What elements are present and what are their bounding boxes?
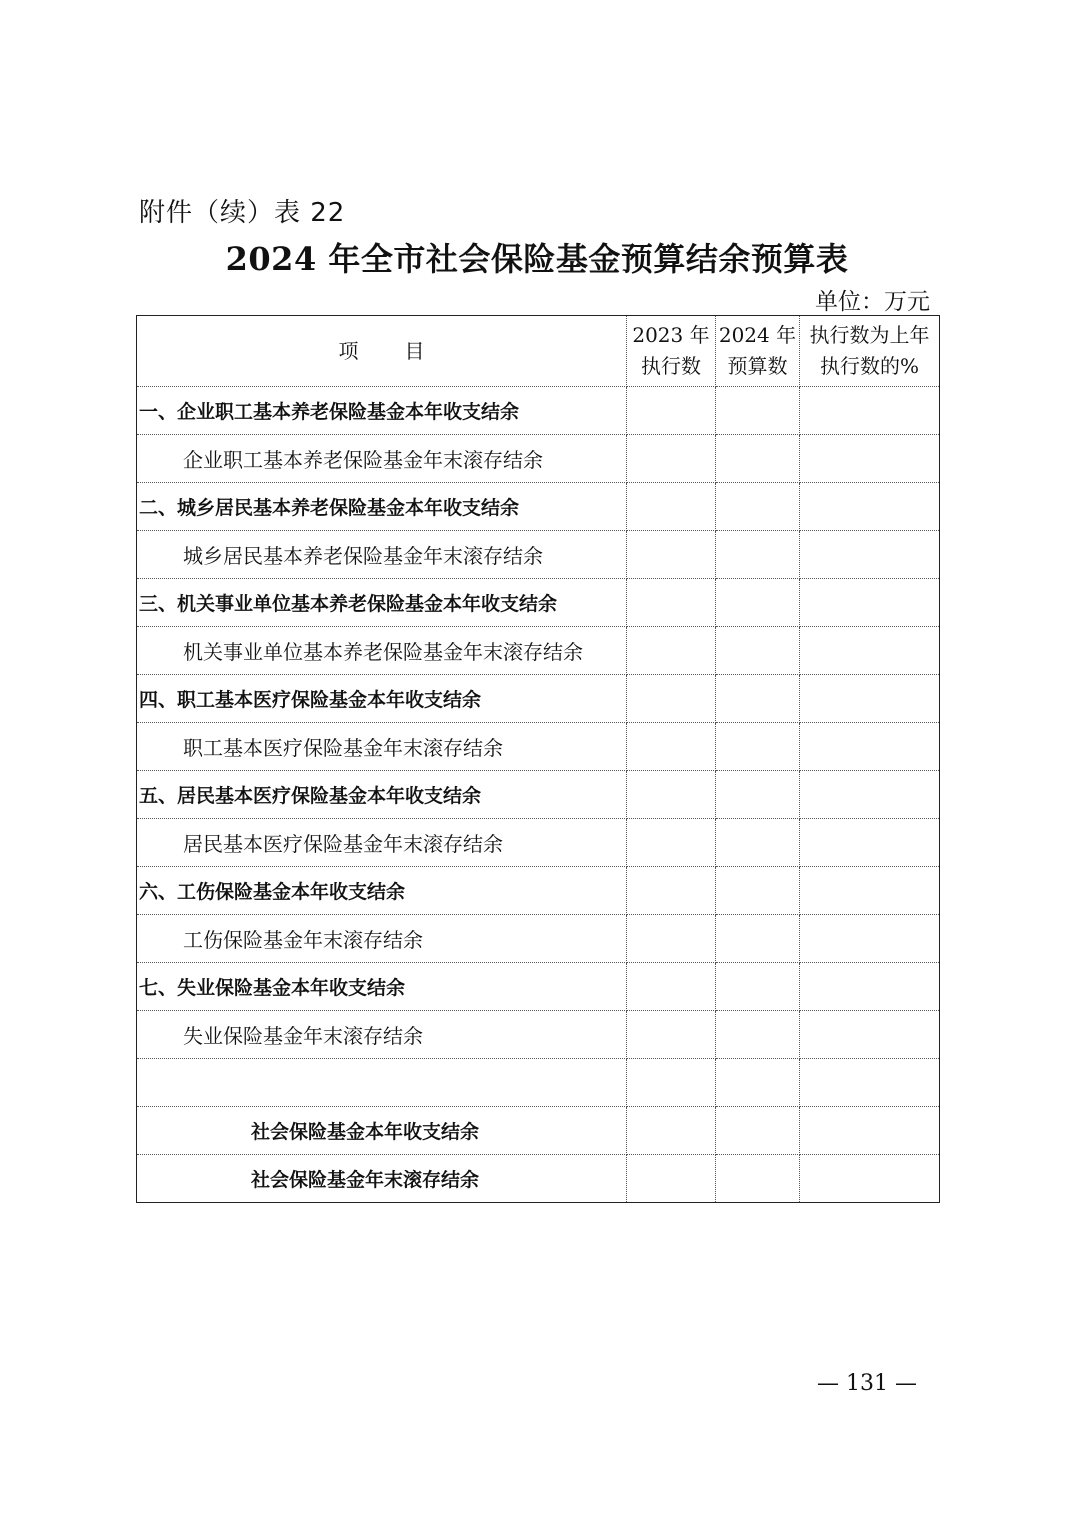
table-row — [137, 867, 940, 915]
header-2023-line2: 执行数 — [641, 354, 701, 378]
table-row — [137, 915, 940, 963]
table-row — [137, 771, 940, 819]
unit-label: 单位：万元 — [815, 289, 930, 315]
header-percent-line1: 执行数为上年 — [809, 323, 930, 347]
row-label: 机关事业单位基本养老保险基金年末滚存结余 — [137, 627, 627, 675]
row-label: 企业职工基本养老保险基金年末滚存结余 — [137, 435, 627, 483]
cell-pct — [800, 531, 940, 579]
cell-v2023 — [627, 627, 716, 675]
row-label: 居民基本医疗保险基金年末滚存结余 — [137, 819, 627, 867]
cell-pct — [800, 819, 940, 867]
cell-pct — [800, 675, 940, 723]
cell-v2024 — [716, 675, 800, 723]
table-row — [137, 531, 940, 579]
cell-v2023 — [627, 1107, 716, 1155]
budget-table — [136, 315, 940, 1203]
cell-v2024 — [716, 387, 800, 435]
header-2024-line1: 2024 年 — [718, 323, 797, 347]
table-row — [137, 1059, 940, 1107]
cell-v2023 — [627, 1155, 716, 1203]
cell-v2024 — [716, 1107, 800, 1155]
row-label: 五、居民基本医疗保险基金本年收支结余 — [137, 771, 627, 819]
row-label: 社会保险基金年末滚存结余 — [137, 1155, 627, 1203]
table-row — [137, 1107, 940, 1155]
cell-v2024 — [716, 627, 800, 675]
cell-pct — [800, 1011, 940, 1059]
cell-v2023 — [627, 771, 716, 819]
cell-v2024 — [716, 531, 800, 579]
cell-pct — [800, 1059, 940, 1107]
row-label: 六、工伤保险基金本年收支结余 — [137, 867, 627, 915]
cell-v2023 — [627, 579, 716, 627]
cell-pct — [800, 1155, 940, 1203]
table-row — [137, 1155, 940, 1203]
cell-pct — [800, 867, 940, 915]
cell-v2023 — [627, 1011, 716, 1059]
table-header-row — [137, 316, 940, 387]
cell-v2024 — [716, 867, 800, 915]
cell-pct — [800, 771, 940, 819]
cell-v2024 — [716, 915, 800, 963]
header-2023-actual — [627, 316, 716, 387]
cell-v2023 — [627, 531, 716, 579]
row-label: 失业保险基金年末滚存结余 — [137, 1011, 627, 1059]
cell-pct — [800, 483, 940, 531]
cell-v2024 — [716, 1011, 800, 1059]
cell-v2024 — [716, 723, 800, 771]
cell-pct — [800, 579, 940, 627]
header-2023-line1: 2023 年 — [632, 323, 710, 347]
table-row — [137, 1011, 940, 1059]
table-row — [137, 387, 940, 435]
table-body — [137, 387, 940, 1203]
cell-pct — [800, 963, 940, 1011]
header-item-part2: 目 — [404, 338, 425, 363]
cell-v2023 — [627, 387, 716, 435]
table-row — [137, 819, 940, 867]
attachment-label: 附件（续）表 22 — [139, 198, 346, 228]
table-row — [137, 579, 940, 627]
cell-v2024 — [716, 1059, 800, 1107]
cell-pct — [800, 1107, 940, 1155]
table-row — [137, 483, 940, 531]
cell-v2023 — [627, 675, 716, 723]
cell-pct — [800, 723, 940, 771]
header-item-part1: 项 — [338, 338, 359, 363]
row-label: 二、城乡居民基本养老保险基金本年收支结余 — [137, 483, 627, 531]
row-label: 一、企业职工基本养老保险基金本年收支结余 — [137, 387, 627, 435]
cell-v2024 — [716, 1155, 800, 1203]
table-row — [137, 963, 940, 1011]
cell-pct — [800, 435, 940, 483]
row-label: 工伤保险基金年末滚存结余 — [137, 915, 627, 963]
row-label: 职工基本医疗保险基金年末滚存结余 — [137, 723, 627, 771]
row-label: 七、失业保险基金本年收支结余 — [137, 963, 627, 1011]
cell-v2023 — [627, 867, 716, 915]
cell-v2023 — [627, 963, 716, 1011]
table-row — [137, 675, 940, 723]
table-row — [137, 435, 940, 483]
cell-pct — [800, 387, 940, 435]
cell-v2023 — [627, 1059, 716, 1107]
cell-v2024 — [716, 435, 800, 483]
row-label: 社会保险基金本年收支结余 — [137, 1107, 627, 1155]
header-item — [137, 316, 627, 387]
page-number-text: — 131 — — [817, 1371, 917, 1396]
cell-v2023 — [627, 819, 716, 867]
cell-pct — [800, 627, 940, 675]
cell-v2024 — [716, 579, 800, 627]
cell-v2024 — [716, 819, 800, 867]
row-label: 三、机关事业单位基本养老保险基金本年收支结余 — [137, 579, 627, 627]
header-percent — [800, 316, 940, 387]
row-label: 城乡居民基本养老保险基金年末滚存结余 — [137, 531, 627, 579]
cell-v2024 — [716, 963, 800, 1011]
row-label — [137, 1059, 627, 1107]
header-2024-budget — [716, 316, 800, 387]
cell-v2023 — [627, 435, 716, 483]
table-row — [137, 723, 940, 771]
header-2024-line2: 预算数 — [727, 354, 788, 378]
cell-v2023 — [627, 483, 716, 531]
cell-v2024 — [716, 771, 800, 819]
header-percent-line2: 执行数的% — [819, 354, 919, 378]
cell-v2024 — [716, 483, 800, 531]
table-row — [137, 627, 940, 675]
cell-pct — [800, 915, 940, 963]
page-title: 2024 年全市社会保险基金预算结余预算表 — [225, 240, 849, 278]
row-label: 四、职工基本医疗保险基金本年收支结余 — [137, 675, 627, 723]
cell-v2023 — [627, 723, 716, 771]
cell-v2023 — [627, 915, 716, 963]
